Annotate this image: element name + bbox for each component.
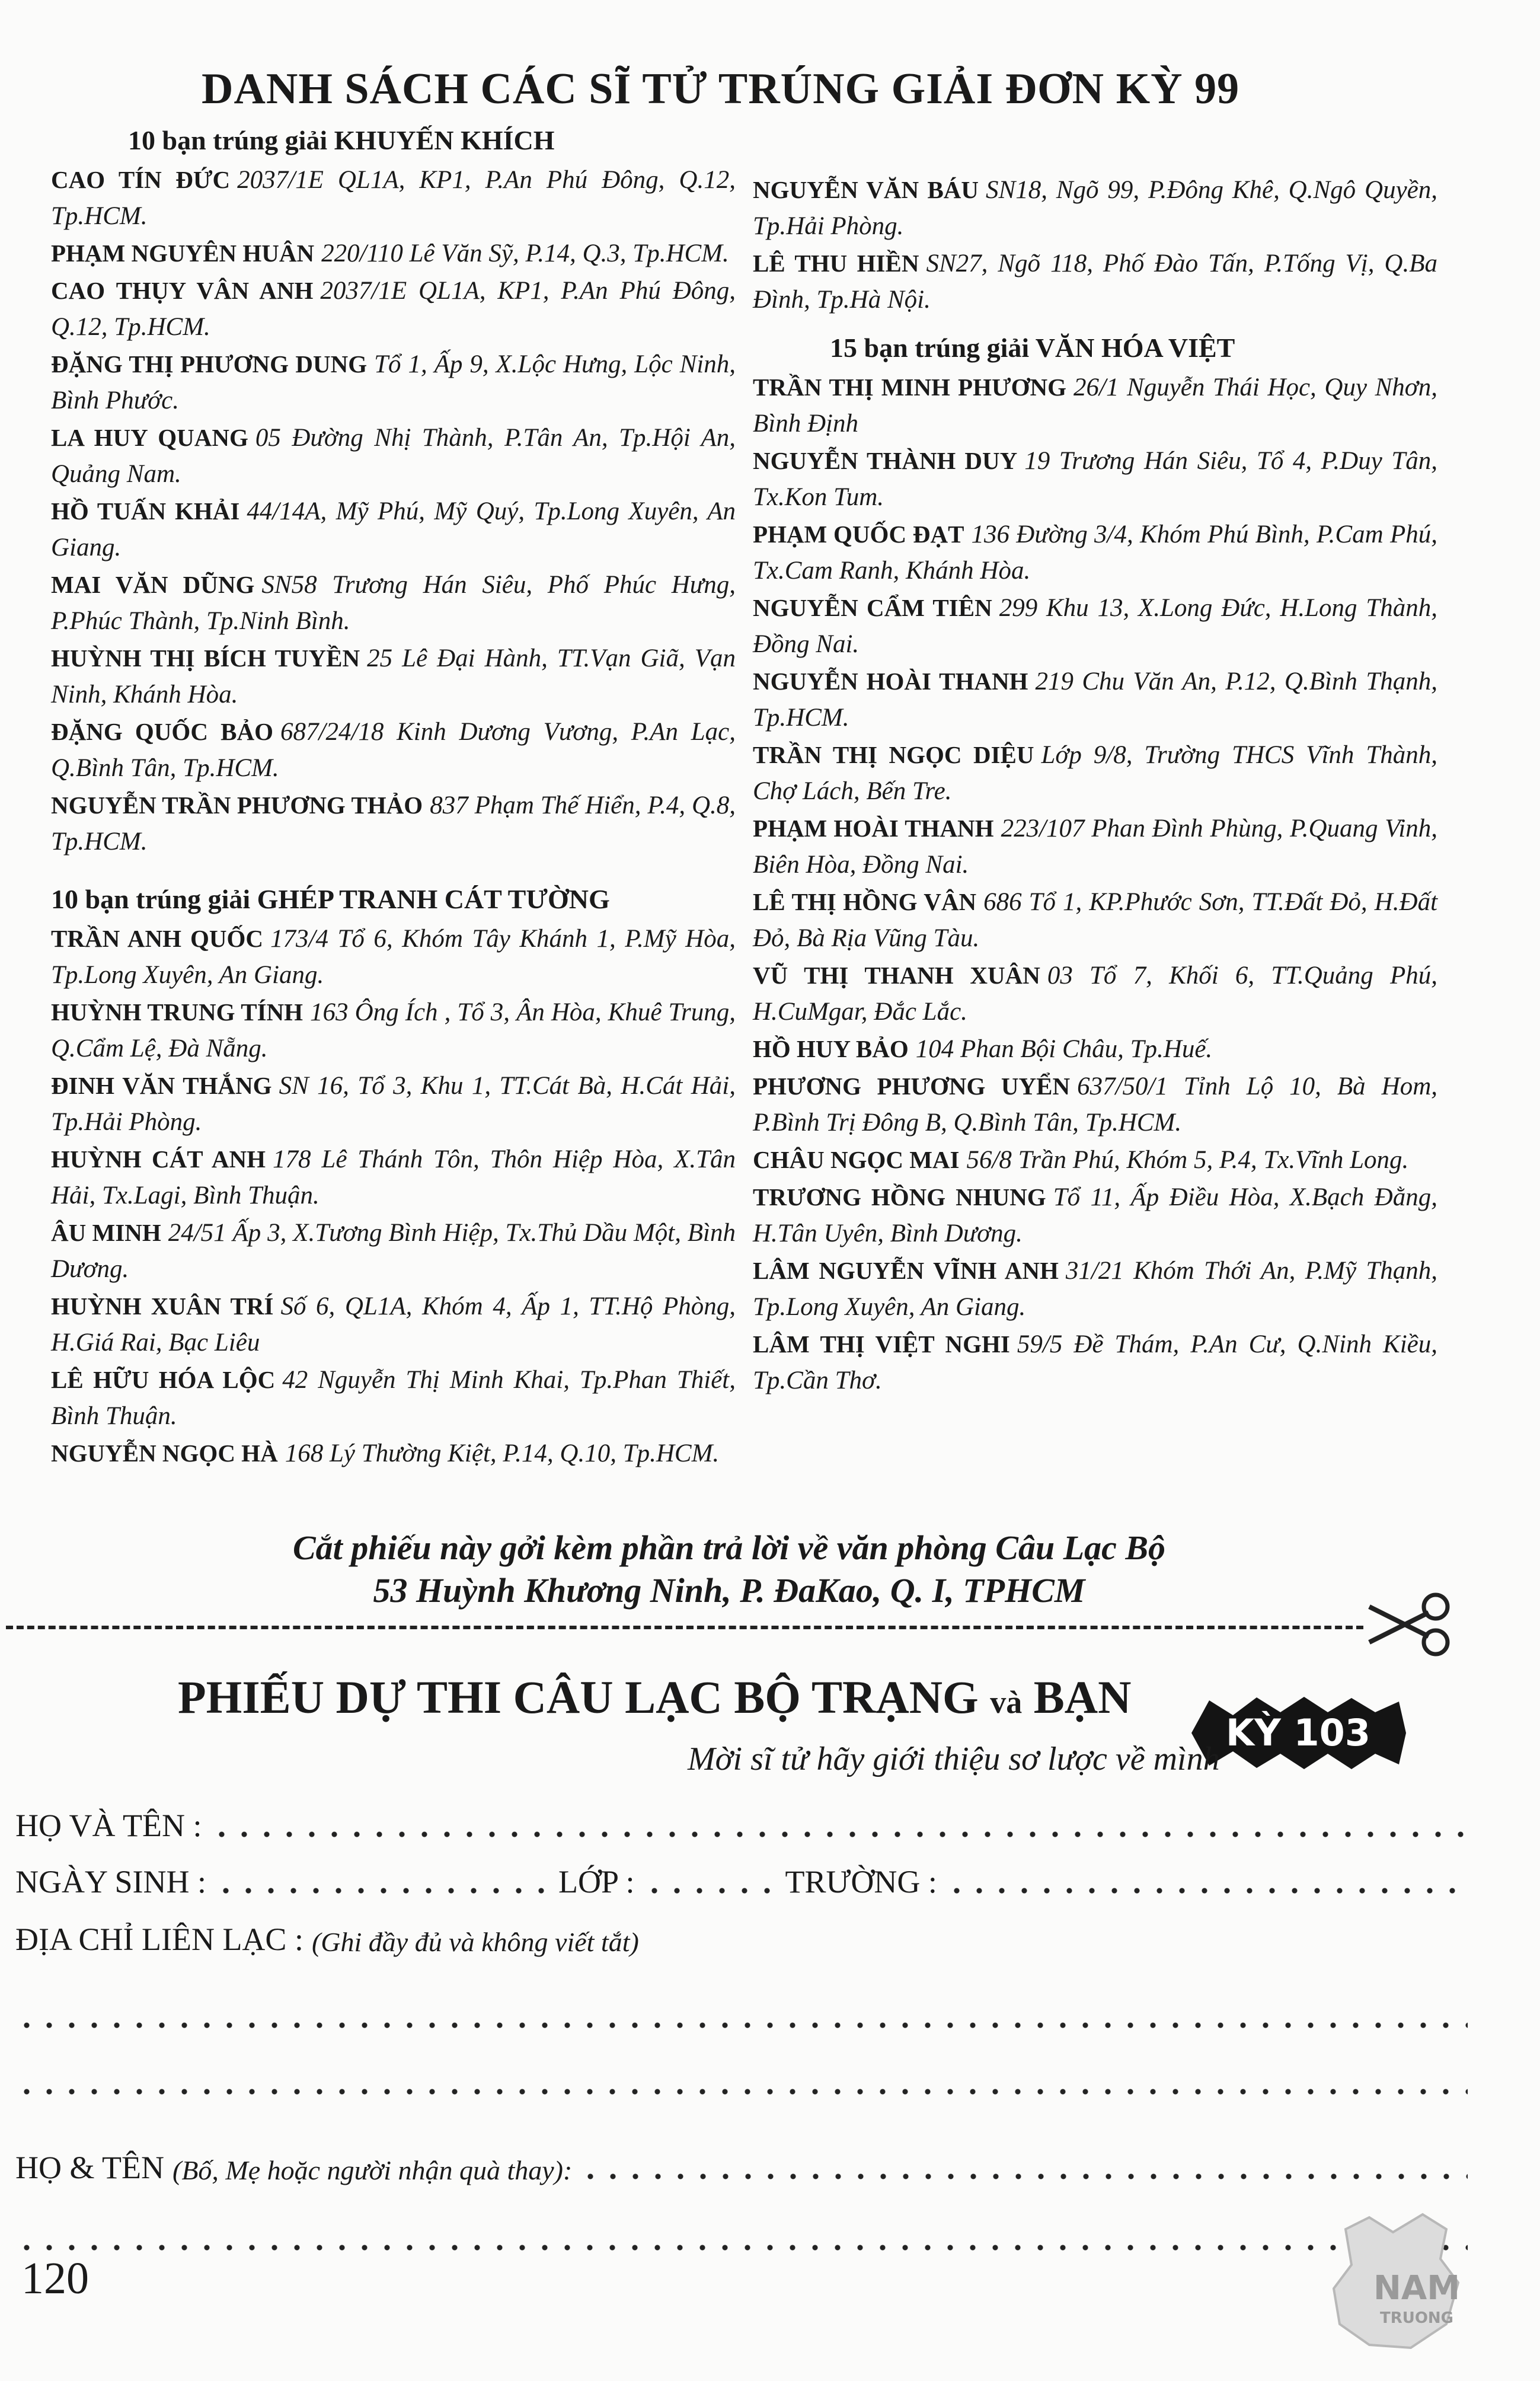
winner-entry (753, 1068, 1437, 1141)
winner-entry (51, 921, 736, 993)
address-input-line-2[interactable] (15, 2088, 1468, 2095)
winner-address: 173/4 Tổ 6, Khóm Tây Khánh 1, P.Mỹ Hòa, Tp.Long Xuyên, An Giang. (51, 925, 736, 989)
winner-name: ĐINH VĂN THẮNG (51, 1072, 272, 1099)
winner-address: 299 Khu 13, X.Long Đức, H.Long Thành, Đồng Nai. (753, 594, 1437, 658)
winner-entry (753, 1253, 1437, 1325)
winner-entry (753, 245, 1437, 318)
winner-entry (753, 172, 1437, 244)
winner-address: 223/107 Phan Đình Phùng, P.Quang Vinh, Biên Hòa, Đồng Nai. (753, 815, 1437, 879)
name-input-line[interactable] (210, 1831, 1468, 1838)
winner-address: Số 6, QL1A, Khóm 4, Ấp 1, TT.Hộ Phòng, H.Giá Rai, Bạc Liêu (51, 1292, 736, 1357)
winner-name: TRƯƠNG HỒNG NHUNG (753, 1183, 1046, 1211)
winner-entry (51, 1435, 736, 1472)
winner-name: LA HUY QUANG (51, 424, 248, 451)
winner-name: HỒ HUY BẢO (753, 1035, 909, 1062)
winner-name: LÂM NGUYỄN VĨNH ANH (753, 1257, 1059, 1284)
winner-entry (51, 1215, 736, 1287)
winner-name: ÂU MINH (51, 1219, 161, 1246)
winner-list-ghep-tranh (51, 921, 736, 1472)
logo-text: NAM (1373, 2269, 1460, 2307)
scissors-icon (1363, 1589, 1452, 1660)
winner-name: PHẠM NGUYÊN HUÂN (51, 240, 315, 267)
winner-address: 2037/1E QL1A, KP1, P.An Phú Đông, Q.12, Tp.HCM. (51, 277, 736, 341)
winner-address: 637/50/1 Tỉnh Lộ 10, Bà Hom, P.Bình Trị Đông B, Q.Bình Tân, Tp.HCM. (753, 1073, 1438, 1137)
section-heading-van-hoa-viet: 15 bạn trúng giải VĂN HÓA VIỆT (830, 333, 1235, 363)
winner-address: 31/21 Khóm Thới An, P.Mỹ Thạnh, Tp.Long Xuyên, An Giang. (753, 1257, 1438, 1321)
winner-address: 25 Lê Đại Hành, TT.Vạn Giã, Vạn Ninh, Khánh Hòa. (51, 644, 736, 708)
dob-label: NGÀY SINH : (15, 1864, 206, 1900)
winner-entry (51, 346, 736, 419)
winner-address: 05 Đường Nhị Thành, P.Tân An, Tp.Hội An, Quảng Nam. (51, 424, 736, 488)
class-input-line[interactable] (643, 1887, 779, 1894)
winner-address: 44/14A, Mỹ Phú, Mỹ Quý, Tp.Long Xuyên, An Giang. (51, 497, 736, 561)
winner-address: 03 Tổ 7, Khối 6, TT.Quảng Phú, H.CuMgar, Đắc Lắc. (753, 962, 1437, 1026)
winner-name: CAO THỤY VÂN ANH (51, 277, 314, 304)
winner-entry (753, 810, 1437, 883)
winner-address: 219 Chu Văn An, P.12, Q.Bình Thạnh, Tp.HCM. (753, 668, 1437, 732)
winner-entry (753, 884, 1437, 956)
address-field (15, 1916, 1468, 1958)
page-number: 120 (21, 2254, 89, 2303)
winner-name: HUỲNH CÁT ANH (51, 1145, 266, 1173)
form-subtitle: Mời sĩ tử hãy giới thiệu sơ lược về mình (688, 1741, 1220, 1777)
logo-subtext: TRUONG (1379, 2309, 1454, 2327)
winner-name: LÊ THU HIỀN (753, 250, 919, 277)
winner-entry (753, 1179, 1437, 1252)
winner-name: HỒ TUẤN KHẢI (51, 497, 240, 525)
winner-entry (51, 420, 736, 492)
winner-entry (51, 1362, 736, 1434)
winner-name: NGUYỄN VĂN BÁU (753, 176, 979, 203)
winner-entry (51, 1288, 736, 1361)
winner-address: 686 Tổ 1, KP.Phước Sơn, TT.Đất Đỏ, H.Đất Đỏ, Bà Rịa Vũng Tàu. (753, 888, 1438, 952)
winner-name: ĐẶNG QUỐC BẢO (51, 718, 274, 745)
winner-name: CAO TÍN ĐỨC (51, 166, 231, 193)
winner-address: 26/1 Nguyễn Thái Học, Quy Nhơn, Bình Định (753, 374, 1437, 438)
instruction-line-2: 53 Huỳnh Khương Ninh, P. ĐaKao, Q. I, TPHCM (373, 1571, 1085, 1610)
winner-address: 59/5 Đề Thám, P.An Cư, Q.Ninh Kiều, Tp.Cần Thơ. (753, 1330, 1437, 1394)
winner-name: HUỲNH THỊ BÍCH TUYỀN (51, 644, 360, 672)
winner-address: 24/51 Ấp 3, X.Tương Bình Hiệp, Tx.Thủ Dầu Một, Bình Dương. (51, 1219, 736, 1283)
winner-address: 220/110 Lê Văn Sỹ, P.14, Q.3, Tp.HCM. (321, 240, 729, 267)
winner-name: TRẦN ANH QUỐC (51, 925, 264, 952)
instruction-line-1: Cắt phiếu này gởi kèm phần trả lời về văn phòng Câu Lạc Bộ (292, 1528, 1166, 1567)
winner-address: 2037/1E QL1A, KP1, P.An Phú Đông, Q.12, Tp.HCM. (51, 166, 736, 230)
winner-name: HUỲNH XUÂN TRÍ (51, 1292, 274, 1320)
recipient-field[interactable] (15, 2144, 1468, 2186)
address-label: ĐỊA CHỈ LIÊN LẠC : (15, 1922, 303, 1957)
recipient-input-line[interactable] (579, 2173, 1468, 2180)
name-field[interactable] (15, 1802, 1468, 1844)
winner-name: NGUYỄN HOÀI THANH (753, 668, 1028, 695)
recipient-hint: (Bố, Mẹ hoặc người nhận quà thay): (172, 2155, 573, 2185)
school-label: TRƯỜNG : (785, 1864, 937, 1900)
winner-name: VŨ THỊ THANH XUÂN (753, 962, 1040, 989)
section-heading-khuyen-khich: 10 bạn trúng giải KHUYẾN KHÍCH (128, 125, 555, 155)
winner-list-khuyen-khich (51, 162, 736, 860)
winner-entry (753, 516, 1437, 589)
winner-entry (51, 787, 736, 860)
mailing-instruction (166, 1527, 1292, 1612)
winner-name: TRẦN THỊ NGỌC DIỆU (753, 741, 1034, 768)
issue-badge: KỲ 103 (1226, 1711, 1370, 1754)
winner-name: LÂM THỊ VIỆT NGHI (753, 1330, 1010, 1358)
winner-name: NGUYỄN TRẦN PHƯƠNG THẢO (51, 791, 423, 819)
winner-address: Lớp 9/8, Trường THCS Vĩnh Thành, Chợ Lách, Bến Tre. (753, 741, 1437, 805)
winner-name: MAI VĂN DŨNG (51, 571, 255, 598)
form-title-end: BẠN (1033, 1671, 1132, 1723)
form-title-main: PHIẾU DỰ THI CÂU LẠC BỘ TRẠNG (178, 1671, 979, 1723)
right-column (753, 172, 1437, 1400)
school-input-line[interactable] (945, 1887, 1468, 1894)
winner-entry (753, 737, 1437, 809)
winner-address: 178 Lê Thánh Tôn, Thôn Hiệp Hòa, X.Tân Hải, Tx.Lagi, Bình Thuận. (51, 1145, 736, 1209)
winner-name: NGUYỄN CẨM TIÊN (753, 594, 992, 621)
winner-address: 163 Ông Ích , Tổ 3, Ân Hòa, Khuê Trung, Q.Cẩm Lệ, Đà Nẵng. (51, 998, 736, 1062)
page-title: DANH SÁCH CÁC SĨ TỬ TRÚNG GIẢI ĐƠN KỲ 99 (202, 65, 1240, 113)
left-column (51, 125, 736, 1473)
winner-address: Tổ 11, Ấp Điều Hòa, X.Bạch Đằng, H.Tân Uyên, Bình Dương. (753, 1183, 1437, 1247)
winner-address: SN27, Ngõ 118, Phố Đào Tấn, P.Tống Vị, Q.Ba Đình, Tp.Hà Nội. (753, 250, 1437, 314)
winner-entry (51, 1141, 736, 1214)
winner-entry (753, 957, 1437, 1030)
winner-entry (753, 1142, 1437, 1178)
winner-address: SN 16, Tổ 3, Khu 1, TT.Cát Bà, H.Cát Hải, Tp.Hải Phòng. (51, 1072, 736, 1136)
cut-line (6, 1626, 1363, 1629)
address-input-line-1[interactable] (15, 2022, 1468, 2029)
winner-entry (51, 493, 736, 566)
dob-input-line[interactable] (215, 1887, 547, 1894)
winner-entry (51, 640, 736, 713)
winner-name: ĐẶNG THỊ PHƯƠNG DUNG (51, 350, 368, 378)
winner-entry (51, 1068, 736, 1140)
winner-entry (753, 1031, 1437, 1067)
form-title-conj: và (990, 1684, 1023, 1720)
winner-entry (753, 369, 1437, 442)
winner-address: SN58 Trương Hán Siêu, Phố Phúc Hưng, P.Phúc Thành, Tp.Ninh Bình. (51, 571, 736, 635)
winner-entry (51, 714, 736, 786)
winner-name: NGUYỄN NGỌC HÀ (51, 1440, 278, 1467)
winner-list-van-hoa-viet (753, 369, 1437, 1399)
form-title (178, 1671, 1131, 1724)
winner-entry (753, 443, 1437, 515)
winner-name: PHƯƠNG PHƯƠNG UYỂN (753, 1073, 1071, 1100)
recipient-label: HỌ & TÊN (15, 2150, 164, 2185)
winner-address: 168 Lý Thường Kiệt, P.14, Q.10, Tp.HCM. (285, 1440, 720, 1467)
winner-entry (51, 235, 736, 272)
winner-entry (51, 567, 736, 639)
winner-address: 19 Trương Hán Siêu, Tổ 4, P.Duy Tân, Tx.Kon Tum. (753, 447, 1437, 511)
name-label: HỌ VÀ TÊN : (15, 1808, 202, 1843)
winner-name: CHÂU NGỌC MAI (753, 1146, 960, 1173)
address-hint: (Ghi đầy đủ và không viết tắt) (311, 1927, 639, 1957)
winner-name: PHẠM QUỐC ĐẠT (753, 521, 964, 548)
winner-address: 42 Nguyễn Thị Minh Khai, Tp.Phan Thiết, Bình Thuận. (51, 1366, 736, 1430)
winner-name: NGUYỄN THÀNH DUY (753, 447, 1018, 474)
winner-entry (753, 590, 1437, 662)
winner-name: HUỲNH TRUNG TÍNH (51, 998, 303, 1026)
winner-address: 136 Đường 3/4, Khóm Phú Bình, P.Cam Phú, Tx.Cam Ranh, Khánh Hòa. (753, 521, 1438, 585)
winner-address: 837 Phạm Thế Hiển, P.4, Q.8, Tp.HCM. (51, 791, 736, 856)
dob-class-school-row (15, 1859, 1468, 1900)
winner-list-ghep-tranh-continued (753, 172, 1437, 318)
winner-entry (51, 162, 736, 234)
winner-address: Tổ 1, Ấp 9, X.Lộc Hưng, Lộc Ninh, Bình Phước. (51, 350, 736, 414)
section-heading-ghep-tranh: 10 bạn trúng giải GHÉP TRANH CÁT TƯỜNG (51, 884, 610, 914)
class-label: LỚP : (558, 1864, 635, 1900)
winner-address: 56/8 Trần Phú, Khóm 5, P.4, Tx.Vĩnh Long. (966, 1146, 1409, 1174)
winner-entry (51, 273, 736, 345)
winner-name: LÊ HỮU HÓA LỘC (51, 1366, 276, 1393)
winner-name: PHẠM HOÀI THANH (753, 815, 994, 842)
winner-address: 104 Phan Bội Châu, Tp.Huế. (915, 1035, 1213, 1063)
winner-entry (51, 994, 736, 1067)
winner-address: SN18, Ngõ 99, P.Đông Khê, Q.Ngô Quyền, Tp.Hải Phòng. (753, 176, 1437, 240)
recipient-input-line-2[interactable] (15, 2244, 1468, 2251)
winner-address: 687/24/18 Kinh Dương Vương, P.An Lạc, Q.Bình Tân, Tp.HCM. (51, 718, 736, 782)
winner-entry (753, 1326, 1437, 1399)
winner-entry (753, 663, 1437, 736)
winner-name: TRẦN THỊ MINH PHƯƠNG (753, 374, 1066, 401)
winner-name: LÊ THỊ HỒNG VÂN (753, 888, 977, 915)
